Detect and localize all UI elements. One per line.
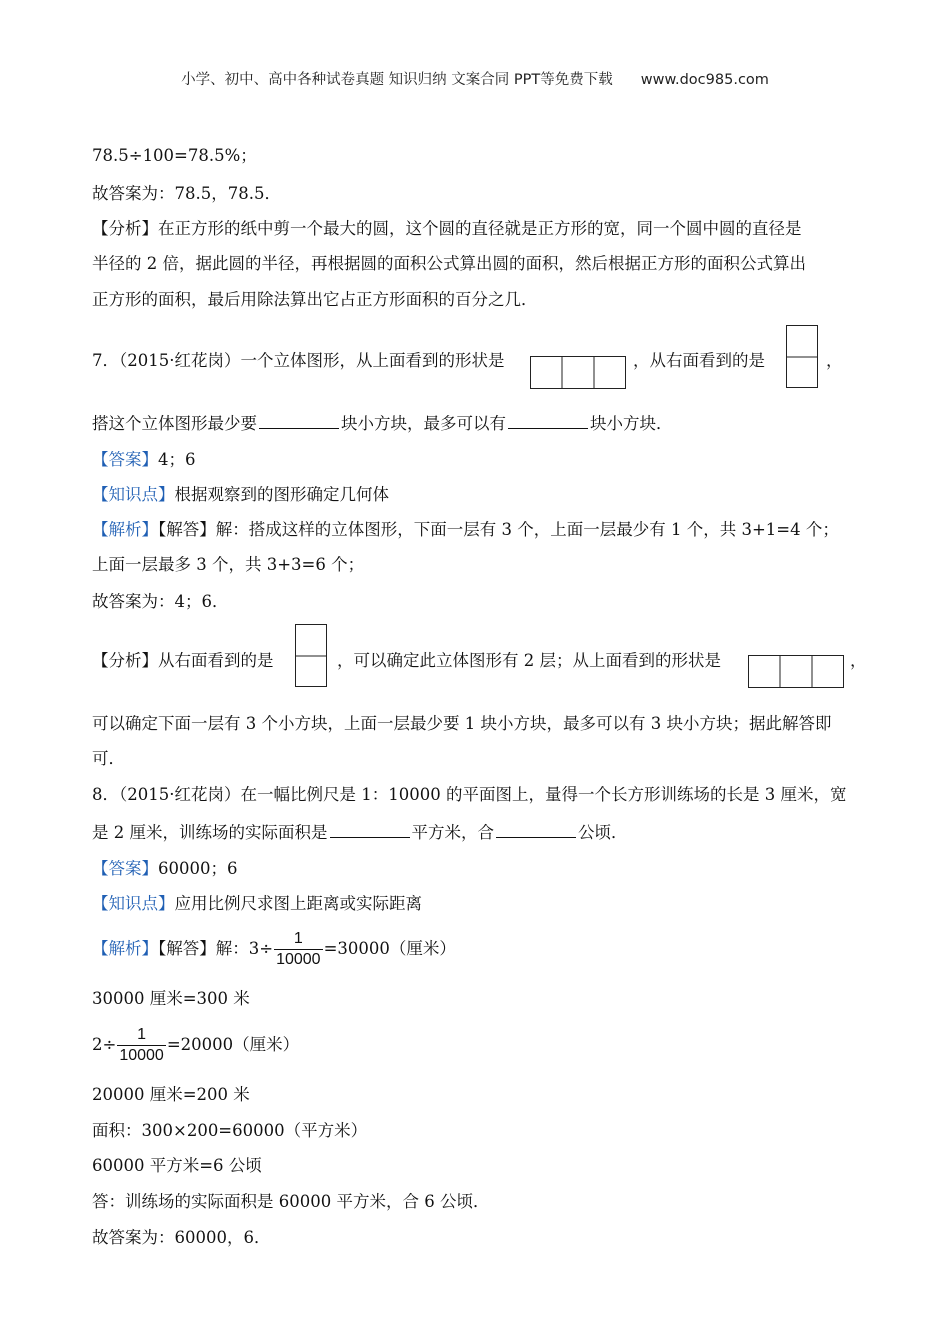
q7-line2-a: 搭这个立体图形最少要	[92, 414, 257, 433]
analysis-text: 从右面看到的是	[158, 651, 274, 670]
text-line: 故答案为：60000，6．	[92, 1228, 271, 1247]
calc-text: 2÷	[92, 1035, 117, 1054]
q7-analysis-a	[92, 650, 274, 672]
fraction-denominator: 10000	[119, 1047, 164, 1064]
q7-knowledge-point	[92, 484, 389, 506]
calc-text: =20000（厘米）	[166, 1035, 300, 1054]
right-view-figure	[786, 325, 819, 389]
q7-analysis-c: ，	[850, 651, 867, 670]
answer-blank[interactable]	[496, 821, 576, 838]
q8-solution	[92, 928, 456, 970]
text-line: 答：训练场的实际面积是 60000 平方米，合 6 公顷．	[92, 1192, 490, 1211]
kp-tag: 【知识点】	[92, 894, 175, 913]
header-url[interactable]: www.doc985.com	[640, 72, 769, 88]
right-view-figure-2	[295, 624, 328, 688]
kp-text: 应用比例尺求图上距离或实际距离	[174, 894, 422, 913]
q7-stem-c: ，	[826, 351, 843, 370]
text-line: 故答案为：78.5，78.5．	[92, 184, 281, 203]
text-line: 可以确定下面一层有 3 个小方块，上面一层最少要 1 块小方块，最多可以有 3 块小方块；据此解答即	[92, 714, 832, 733]
header-text: 小学、初中、高中各种试卷真题 知识归纳 文案合同 PPT等免费下载	[181, 72, 613, 88]
solution-text: =30000（厘米）	[323, 939, 456, 958]
fraction-denominator: 10000	[276, 951, 321, 968]
q7-analysis-b: ，可以确定此立体图形有 2 层；从上面看到的形状是	[337, 651, 721, 670]
analysis-tag: 【分析】	[92, 219, 158, 238]
solution-tag: 【解析】	[92, 520, 158, 539]
text-line: 正方形的面积，最后用除法算出它占正方形面积的百分之几．	[92, 290, 538, 309]
q7-line2-b: 块小方块，最多可以有	[341, 414, 506, 433]
q7-solution	[92, 519, 839, 541]
analysis-tag: 【分析】	[92, 651, 158, 670]
answer-blank[interactable]	[259, 412, 339, 429]
q7-stem-b: ，从右面看到的是	[633, 351, 765, 370]
q8-stem-2c: 公顷．	[578, 823, 628, 842]
text-line: 30000 厘米=300 米	[92, 989, 250, 1008]
q8-stem-2b: 平方米，合	[411, 823, 494, 842]
q7-answer	[92, 449, 196, 471]
q8-knowledge-point	[92, 893, 422, 915]
q7-line2-c: 块小方块．	[590, 414, 673, 433]
text-line: 可．	[92, 749, 125, 768]
q7-stem-a: 7．（2015·红花岗）一个立体图形，从上面看到的形状是	[92, 351, 505, 370]
analysis-line	[92, 218, 802, 240]
kp-tag: 【知识点】	[92, 485, 175, 504]
q7-line2	[92, 412, 673, 435]
kp-text: 根据观察到的图形确定几何体	[174, 485, 389, 504]
fraction	[274, 929, 323, 970]
solution-tag: 【解析】	[92, 939, 158, 958]
text-line: 故答案为：4；6．	[92, 592, 229, 611]
text-line: 20000 厘米=200 米	[92, 1085, 250, 1104]
solution-text: 【解答】解：搭成这样的立体图形，下面一层有 3 个，上面一层最少有 1 个，共 3+1=4 个；	[158, 520, 839, 539]
analysis-text: 在正方形的纸中剪一个最大的圆，这个圆的直径就是正方形的宽，同一个圆中圆的直径是	[158, 219, 802, 238]
answer-blank[interactable]	[330, 821, 410, 838]
fraction-numerator: 1	[137, 1026, 147, 1043]
q8-calc-line	[92, 1024, 299, 1066]
text-line: 60000 平方米=6 公顷	[92, 1156, 262, 1175]
q8-answer	[92, 858, 238, 880]
text-line: 78.5÷100=78.5%；	[92, 146, 257, 165]
text-line: 面积：300×200=60000（平方米）	[92, 1121, 368, 1140]
answer-tag: 【答案】	[92, 859, 158, 878]
fraction	[117, 1025, 166, 1066]
answer-text: 4；6	[158, 450, 196, 469]
answer-blank[interactable]	[508, 412, 588, 429]
text-line: 半径的 2 倍，据此圆的半径，再根据圆的面积公式算出圆的面积，然后根据正方形的面积公式算出	[92, 254, 806, 273]
top-view-figure	[530, 356, 626, 390]
top-view-figure-2	[748, 655, 844, 689]
text-line: 上面一层最多 3 个，共 3+3=6 个；	[92, 555, 365, 574]
q8-stem-1: 8．（2015·红花岗）在一幅比例尺是 1：10000 的平面图上，量得一个长方形训练场的长是 3 厘米，宽	[92, 785, 847, 804]
q8-stem-2a: 是 2 厘米，训练场的实际面积是	[92, 823, 328, 842]
page-header	[0, 68, 950, 89]
answer-text: 60000；6	[158, 859, 238, 878]
q8-stem-2	[92, 821, 628, 844]
answer-tag: 【答案】	[92, 450, 158, 469]
fraction-numerator: 1	[293, 930, 303, 947]
solution-text: 【解答】解：3÷	[158, 939, 274, 958]
